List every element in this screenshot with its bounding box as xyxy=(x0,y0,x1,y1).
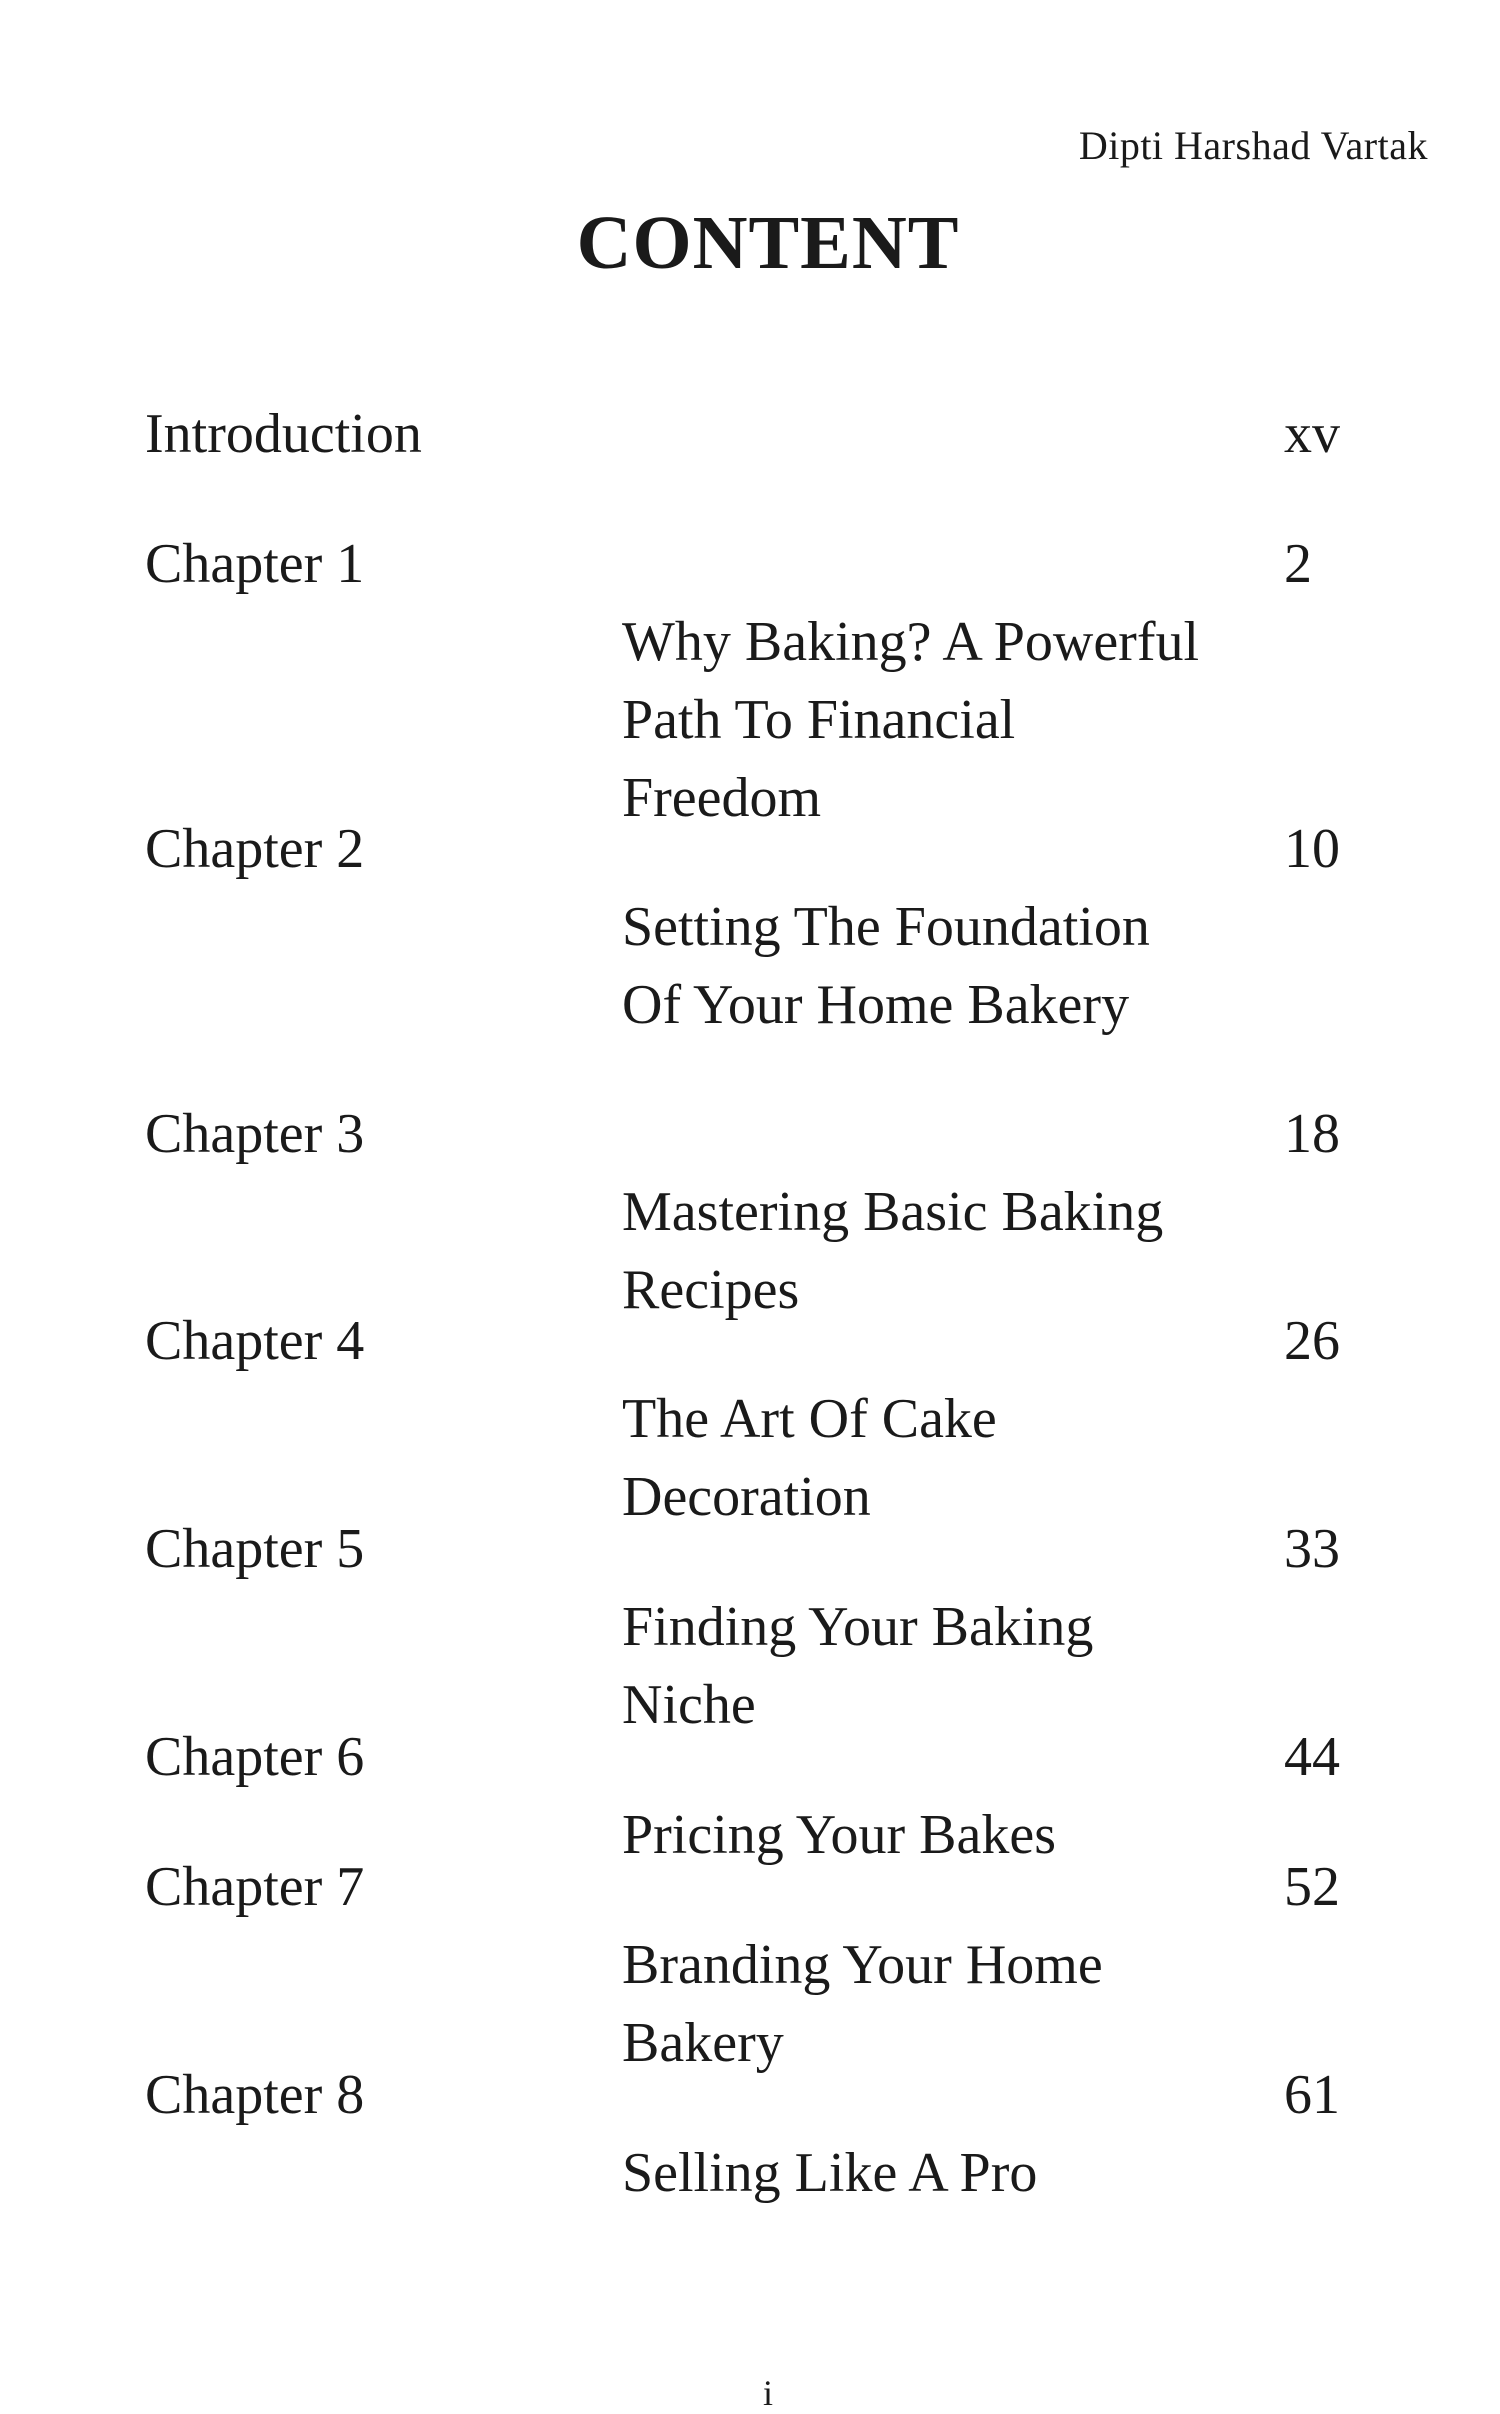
toc-entry-title xyxy=(622,2056,1222,2212)
toc-entry-label: Chapter 4 xyxy=(145,1310,365,1372)
toc-entry-label: Introduction xyxy=(145,403,422,465)
toc-entry-page: 2 xyxy=(1284,533,1312,595)
toc-entry-title-text: Why Baking? A Powerful Path To Financial Freedom xyxy=(622,611,1200,829)
toc-entry-title-text: Setting The Foundation Of Your Home Bakery xyxy=(622,896,1150,1036)
toc-entry-title-text: Branding Your Home Bakery xyxy=(622,1934,1103,2074)
toc-entry-label: Chapter 6 xyxy=(145,1726,365,1788)
toc-entry-label: Chapter 8 xyxy=(145,2064,365,2126)
toc-entry-title-text: Mastering Basic Baking Recipes xyxy=(622,1181,1164,1321)
page-number: i xyxy=(762,2373,773,2413)
toc-entry-page: 10 xyxy=(1284,818,1340,880)
toc-entry-page: 18 xyxy=(1284,1103,1340,1165)
toc-entry-title-text: Pricing Your Bakes xyxy=(622,1804,1057,1866)
page-title: CONTENT xyxy=(576,201,960,285)
toc-entry-title xyxy=(622,1095,1222,1329)
toc-entry-label: Chapter 3 xyxy=(145,1103,365,1165)
author-name: Dipti Harshad Vartak xyxy=(1078,123,1428,168)
toc-entry-title xyxy=(622,1510,1222,1744)
toc-entry-label: Chapter 7 xyxy=(145,1856,365,1918)
toc-entry-page: 33 xyxy=(1284,1518,1340,1580)
toc-entry-page: 52 xyxy=(1284,1856,1340,1918)
toc-entry-title-text: Finding Your Baking Niche xyxy=(622,1596,1094,1736)
toc-entry-page: 44 xyxy=(1284,1726,1340,1788)
toc-entry-title-text: Selling Like A Pro xyxy=(622,2142,1038,2204)
toc-entry-label: Chapter 2 xyxy=(145,818,365,880)
toc-entry-title xyxy=(622,525,1222,837)
toc-entry-label: Chapter 5 xyxy=(145,1518,365,1580)
toc-entry-title xyxy=(622,1848,1222,2082)
toc-entry-page: 26 xyxy=(1284,1310,1340,1372)
toc-entry-title-text: The Art Of Cake Decoration xyxy=(622,1388,997,1528)
toc-entry-page: xv xyxy=(1284,403,1340,465)
toc-entry-title xyxy=(622,810,1222,1044)
toc-entry-label: Chapter 1 xyxy=(145,533,365,595)
toc-entry-title xyxy=(622,1302,1222,1536)
toc-entry-page: 61 xyxy=(1284,2064,1340,2126)
